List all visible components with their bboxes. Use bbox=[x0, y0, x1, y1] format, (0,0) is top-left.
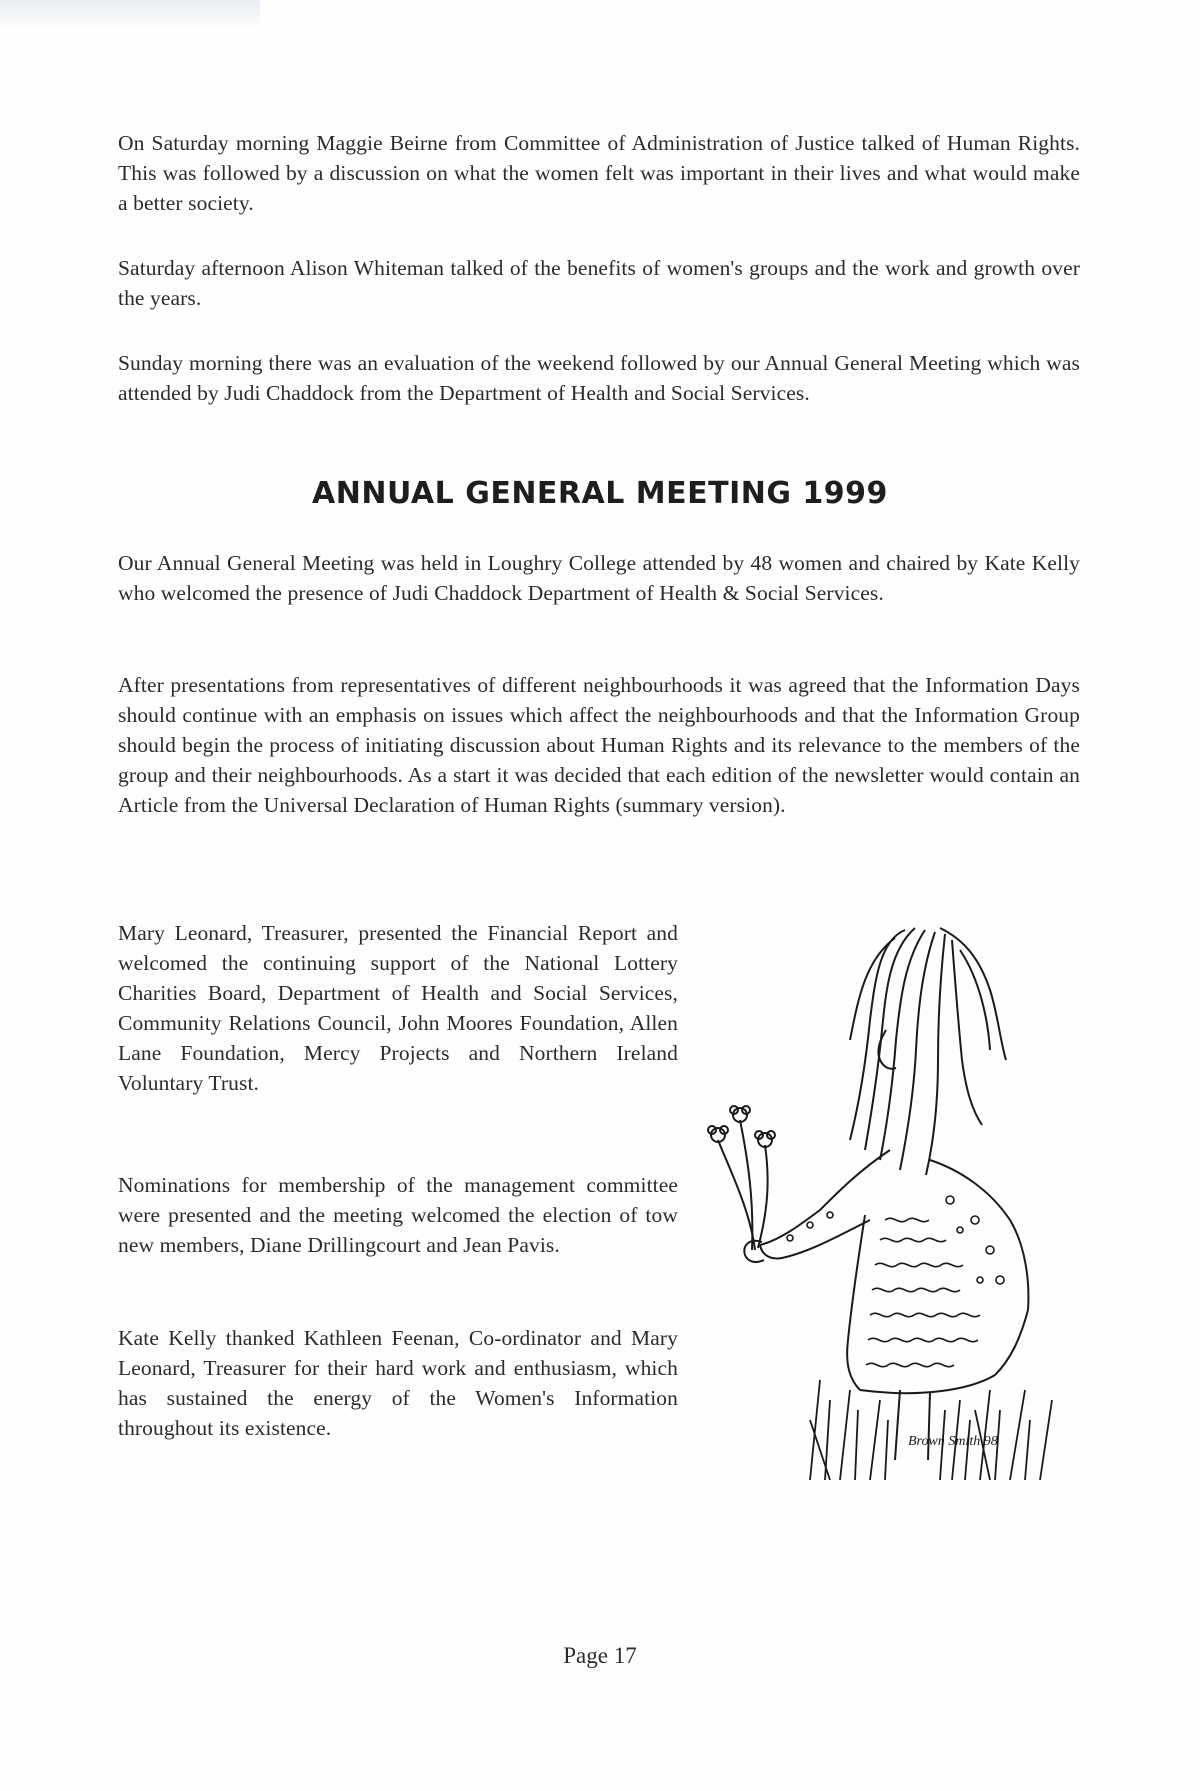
paragraph-agm-presentations: After presentations from representatives of different neighbourhoods it was agreed that the Information Days should continue with an emphasis on issues which affect the neighbourhoods and that the Information Group should begin the process of initiating discussion about Human Rights and its relevance to the members of the group and their neighbourhoods. As a start it was decided that each edition of the newsletter would contain an Article from the Universal Declaration of Human Rights (summary version). bbox=[118, 673, 1080, 817]
woman-holding-flowers-illustration bbox=[690, 920, 1070, 1480]
page-number: Page 17 bbox=[563, 1643, 637, 1668]
paragraph-agm-intro: Our Annual General Meeting was held in Loughry College attended by 48 women and chaired by Kate Kelly who welcomed the presence of Judi Chaddock Department of Health & Social Services. bbox=[118, 551, 1080, 605]
svg-text:Brown Smith 98: Brown Smith 98 bbox=[908, 1434, 998, 1449]
section-heading-agm: ANNUAL GENERAL MEETING 1999 bbox=[312, 476, 888, 511]
scan-shadow bbox=[0, 0, 260, 30]
paragraph-thanks: Kate Kelly thanked Kathleen Feenan, Co-ordinator and Mary Leonard, Treasurer for their hard work and enthusiasm, which has sustained the energy of the Women's Information throughout its existence. bbox=[118, 1326, 678, 1440]
paragraph-sunday-morning: Sunday morning there was an evaluation of the weekend followed by our Annual General Meeting which was attended by Judi Chaddock from the Department of Health and Social Services. bbox=[118, 351, 1080, 405]
paragraph-nominations: Nominations for membership of the management committee were presented and the meeting welcomed the election of tow new members, Diane Drillingcourt and Jean Pavis. bbox=[118, 1173, 678, 1257]
woman-holding-flowers-drawing-icon bbox=[690, 920, 1070, 1480]
paragraph-saturday-morning: On Saturday morning Maggie Beirne from Committee of Administration of Justice talked of Human Rights. This was followed by a discussion on what the women felt was important in their lives and what would make a better society. bbox=[118, 131, 1080, 215]
paragraph-saturday-afternoon: Saturday afternoon Alison Whiteman talked of the benefits of women's groups and the work and growth over the years. bbox=[118, 256, 1080, 310]
paragraph-financial-report: Mary Leonard, Treasurer, presented the Financial Report and welcomed the continuing support of the National Lottery Charities Board, Department of Health and Social Services, Community Relations Council, John Moores Foundation, Allen Lane Foundation, Mercy Projects and Northern Ireland Voluntary Trust. bbox=[118, 921, 678, 1095]
